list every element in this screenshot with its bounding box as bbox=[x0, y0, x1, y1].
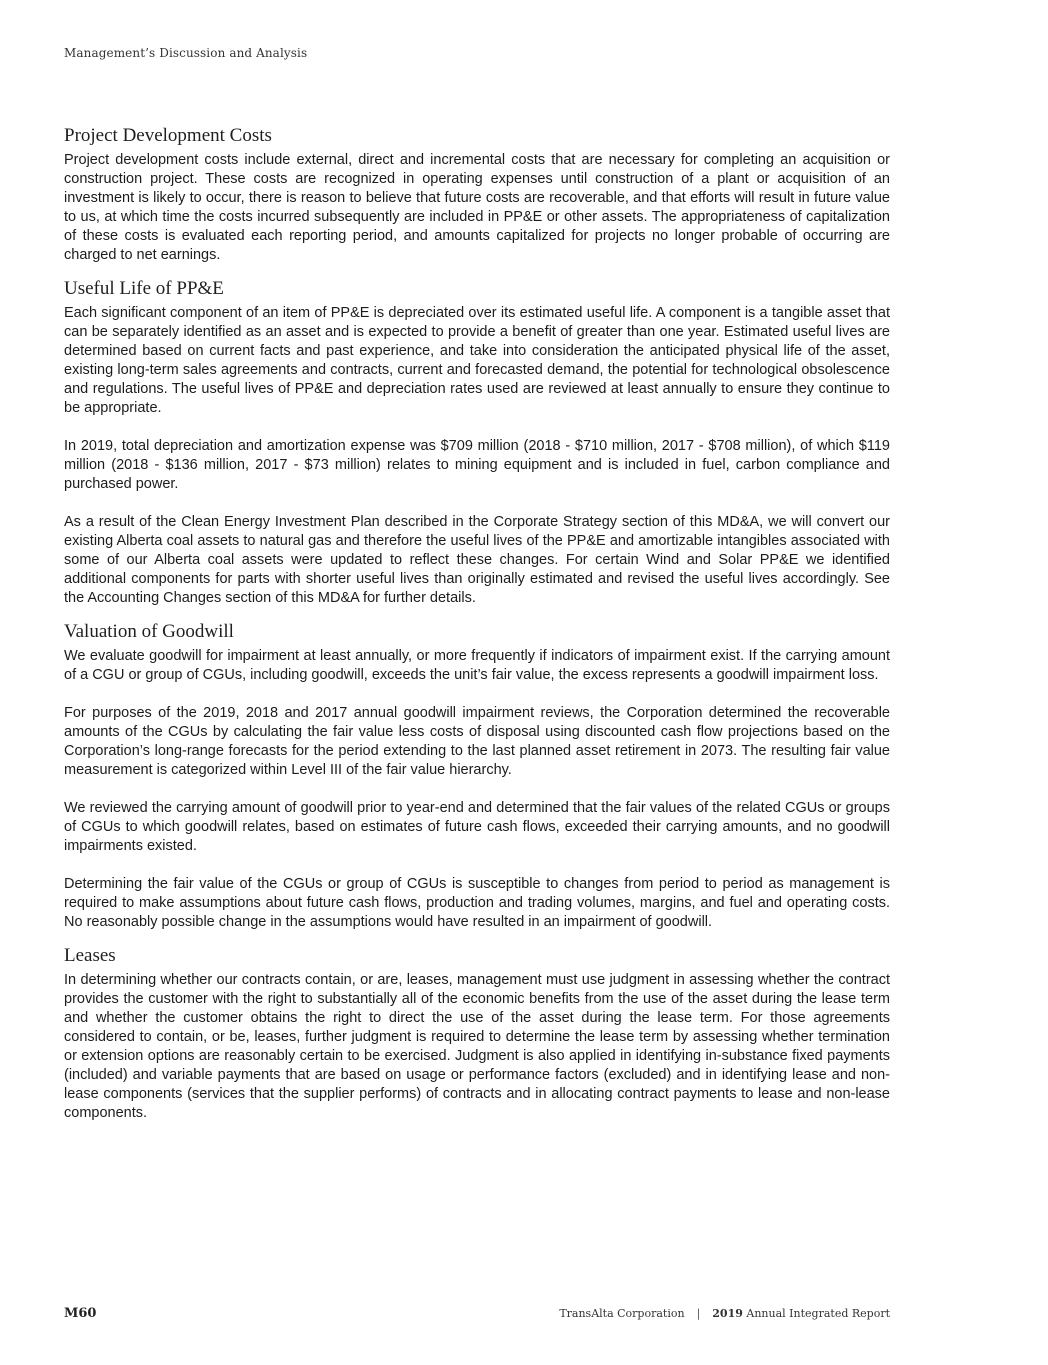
paragraph: We reviewed the carrying amount of goodwill prior to year-end and determined that the fair values of the related CGUs or groups of CGUs to which goodwill relates, based on estimates of future cash flows, exceeded their carrying amounts, and no goodwill impairments existed. bbox=[64, 800, 890, 854]
section-title: Useful Life of PP&E bbox=[64, 278, 224, 299]
report-name: Annual Integrated Report bbox=[746, 1307, 890, 1320]
report-attribution bbox=[559, 1307, 890, 1320]
section-title: Valuation of Goodwill bbox=[64, 621, 234, 642]
page-footer bbox=[64, 1306, 890, 1321]
paragraph: As a result of the Clean Energy Investment Plan described in the Corporate Strategy section of this MD&A, we will convert our existing Alberta coal assets to natural gas and therefore the useful lives of the PP&E and amortizable intangibles associated with some of our Alberta coal assets were updated to reflect these changes. For certain Wind and Solar PP&E we identified additional components for parts with shorter useful lives than originally estimated and revised the useful lives accordingly. See the Accounting Changes section of this MD&A for further details. bbox=[64, 514, 890, 606]
running-header: Management’s Discussion and Analysis bbox=[64, 46, 308, 60]
section-title: Leases bbox=[64, 945, 116, 966]
page-number: M60 bbox=[64, 1306, 97, 1321]
report-year: 2019 bbox=[712, 1307, 743, 1320]
section-title: Project Development Costs bbox=[64, 125, 272, 146]
section-project-development-costs bbox=[64, 124, 890, 265]
paragraph: In 2019, total depreciation and amortization expense was $709 million (2018 - $710 million, 2017 - $708 million), of which $119 million (2018 - $136 million, 2017 - $73 million) relates to mining equipment and is included in fuel, carbon compliance and purchased power. bbox=[64, 438, 890, 492]
section-leases bbox=[64, 944, 890, 1123]
footer-separator: | bbox=[696, 1307, 701, 1320]
section-useful-life-ppe bbox=[64, 277, 890, 608]
section-valuation-of-goodwill bbox=[64, 620, 890, 932]
paragraph: For purposes of the 2019, 2018 and 2017 annual goodwill impairment reviews, the Corporation determined the recoverable amounts of the CGUs by calculating the fair value less costs of disposal using discounted cash flow projections based on the Corporation’s long-range forecasts for the period extending to the last planned asset retirement in 2073. The resulting fair value measurement is categorized within Level III of the fair value hierarchy. bbox=[64, 705, 890, 778]
paragraph: In determining whether our contracts contain, or are, leases, management must use judgment in assessing whether the contract provides the customer with the right to substantially all of the economic benefits from the use of the asset during the lease term and whether the customer obtains the right to direct the use of the asset during the lease term. For those agreements considered to contain, or be, leases, further judgment is required to determine the lease term by assessing whether termination or extension options are reasonably certain to be exercised. Judgment is also applied in identifying in-substance fixed payments (included) and variable payments that are based on usage or performance factors (excluded) and in identifying lease and non-lease components (services that the supplier performs) of contracts and in allocating contract payments to lease and non-lease components. bbox=[64, 972, 890, 1121]
paragraph: Each significant component of an item of PP&E is depreciated over its estimated useful life. A component is a tangible asset that can be separately identified as an asset and is expected to provide a benefit of greater than one year. Estimated useful lives are determined based on current facts and past experience, and take into consideration the anticipated physical life of the asset, existing long-term sales agreements and contracts, current and forecasted demand, the potential for technological obsolescence and regulations. The useful lives of PP&E and depreciation rates used are reviewed at least annually to ensure they continue to be appropriate. bbox=[64, 305, 890, 416]
document-body bbox=[64, 124, 890, 1135]
paragraph: We evaluate goodwill for impairment at least annually, or more frequently if indicators of impairment exist. If the carrying amount of a CGU or group of CGUs, including goodwill, exceeds the unit’s fair value, the excess represents a goodwill impairment loss. bbox=[64, 648, 890, 683]
paragraph: Determining the fair value of the CGUs or group of CGUs is susceptible to changes from period to period as management is required to make assumptions about future cash flows, production and trading volumes, margins, and fuel and operating costs. No reasonably possible change in the assumptions would have resulted in an impairment of goodwill. bbox=[64, 876, 890, 930]
company-name: TransAlta Corporation bbox=[559, 1307, 685, 1320]
paragraph: Project development costs include external, direct and incremental costs that are necessary for completing an acquisition or construction project. These costs are recognized in operating expenses until construction of a plant or acquisition of an investment is likely to occur, there is reason to believe that future costs are recoverable, and that efforts will result in future value to us, at which time the costs incurred subsequently are included in PP&E or other assets. The appropriateness of capitalization of these costs is evaluated each reporting period, and amounts capitalized for projects no longer probable of occurring are charged to net earnings. bbox=[64, 152, 890, 263]
